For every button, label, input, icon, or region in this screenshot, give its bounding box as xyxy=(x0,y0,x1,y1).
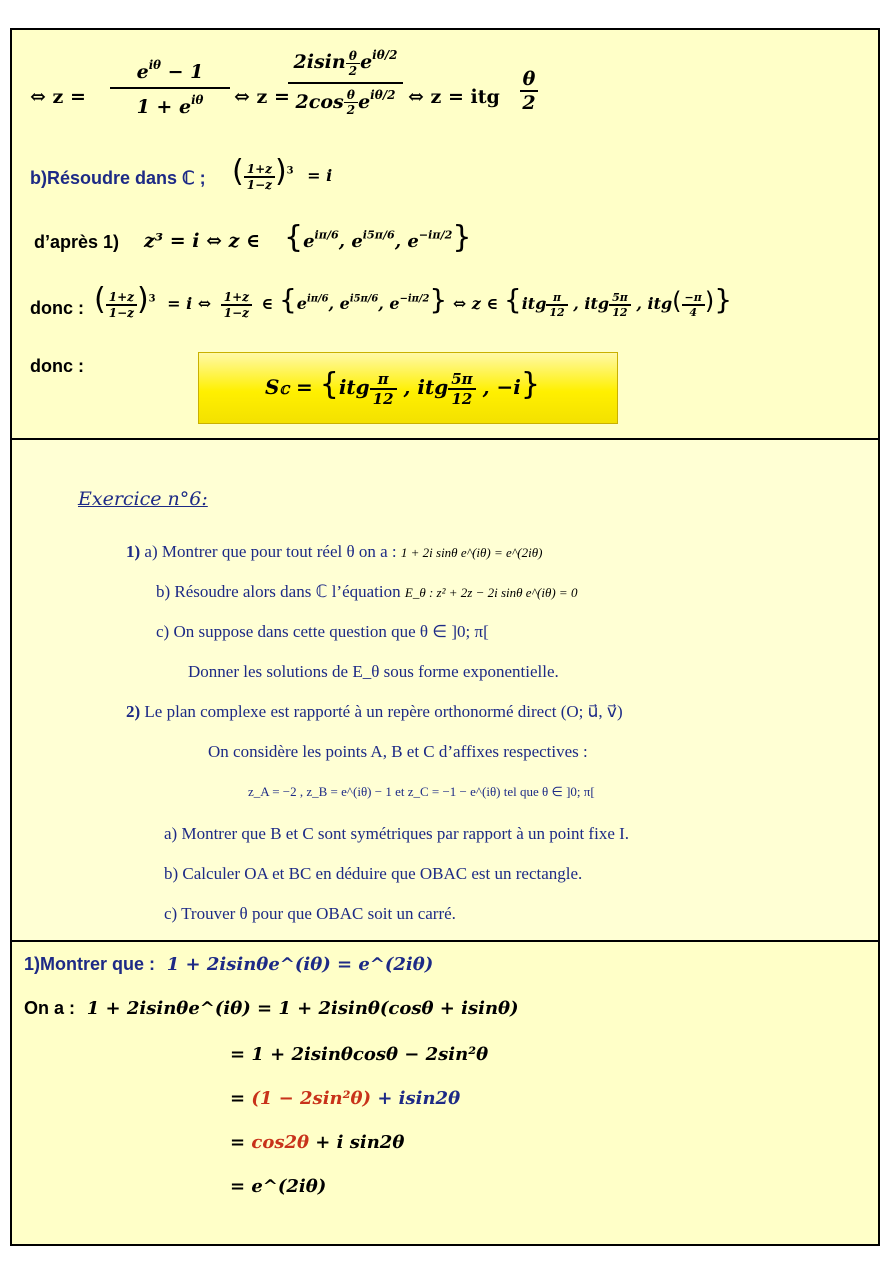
root-set-1: {$e^{i\pi/6}$, $e^{i5\pi/6}$, $e^{-i\pi/2}$} xyxy=(284,220,472,255)
eq1-fraction-3: θ 2 xyxy=(520,68,538,114)
q1a: 1) a) Montrer que pour tout réel θ on a : 1 + 2i sinθ e^(iθ) = e^(2iθ) xyxy=(126,542,543,561)
q2: 2) Le plan complexe est rapporté à un repère orthonormé direct (O; u⃗, v⃗) xyxy=(126,702,623,721)
solution-section-b xyxy=(12,30,878,440)
dapres-label: d’après 1) xyxy=(34,232,120,252)
part-b-equation: ( $\frac{1+z}{1-z}$ )$^3$ = i xyxy=(232,154,333,192)
eq1-mid: ⇔ z = xyxy=(234,86,290,108)
proof-line-2: = 1 + 2isinθcosθ − 2sin²θ xyxy=(230,1044,489,1065)
eq1-fraction-2: 2isin $\frac{\theta}{2}$ $e^{i\theta/2}$ 2cos $\frac{\theta}{2}$ $e^{i\theta/2}$ xyxy=(288,48,403,117)
proof-title: 1)Montrer que : 1 + 2isinθe^(iθ) = e^(2iθ) xyxy=(24,954,434,975)
eq1-lhs: ⇔ z = xyxy=(30,86,86,108)
donc-label-1: donc : xyxy=(30,298,84,318)
donc-equation: ( $\frac{1+z}{1-z}$ )$^3$ = i ⇔ $\frac{1+z}{1-z}$ ∈ {$e^{i\pi/6}$, $e^{i5\pi/6}$, $e^{-i\pi/2}$} ⇔ z ∈ {itg $\frac{\pi}{12}$ , itg $\frac{5\pi}{12}$ , itg( $\frac{-\pi}{4}$ )} xyxy=(94,282,733,320)
q1b: b) Résoudre alors dans ℂ l’équation E_θ : z² + 2z − 2i sinθ e^(iθ) = 0 xyxy=(156,582,578,601)
proof-line-3: = (1 − 2sin²θ) + isin2θ xyxy=(230,1088,461,1109)
eq1-rhs: ⇔ z = itg xyxy=(408,86,500,108)
exercise-section xyxy=(12,440,878,942)
dapres-equation: z³ = i ⇔ z ∈ xyxy=(144,230,261,252)
document-page xyxy=(10,28,880,1246)
q2-line3: z_A = −2 , z_B = e^(iθ) − 1 et z_C = −1 − e^(iθ) tel que θ ∈ ]0; π[ xyxy=(248,784,595,799)
part-b-title: b)Résoudre dans ℂ ; xyxy=(30,168,206,188)
donc-label-2: donc : xyxy=(30,356,84,376)
q2c: c) Trouver θ pour que OBAC soit un carré. xyxy=(164,904,456,923)
solution-highlight-box xyxy=(198,352,618,424)
q1c-line2: Donner les solutions de E_θ sous forme exponentielle. xyxy=(188,662,559,681)
q1c: c) On suppose dans cette question que θ ∈ ]0; π[ xyxy=(156,622,489,641)
q2a: a) Montrer que B et C sont symétriques par rapport à un point fixe I. xyxy=(164,824,630,843)
exercise-title: Exercice n°6: xyxy=(78,488,208,510)
eq1-fraction-1: $e^{i\theta} - 1$ $1 + e^{i\theta}$ xyxy=(110,58,230,118)
q2b: b) Calculer OA et BC en déduire que OBAC est un rectangle. xyxy=(164,864,583,883)
proof-line-5: = e^(2iθ) xyxy=(230,1176,327,1197)
proof-line-4: = cos2θ + i sin2θ xyxy=(230,1132,405,1153)
q2-line2: On considère les points A, B et C d’affixes respectives : xyxy=(208,742,588,761)
proof-section xyxy=(12,942,878,1244)
proof-line-1: On a : 1 + 2isinθe^(iθ) = 1 + 2isinθ(cosθ + isinθ) xyxy=(24,998,519,1019)
solution-set: Sℂ = {itg $\frac{\pi}{12}$ , itg $\frac{5\pi}{12}$ , −i} xyxy=(265,367,540,408)
